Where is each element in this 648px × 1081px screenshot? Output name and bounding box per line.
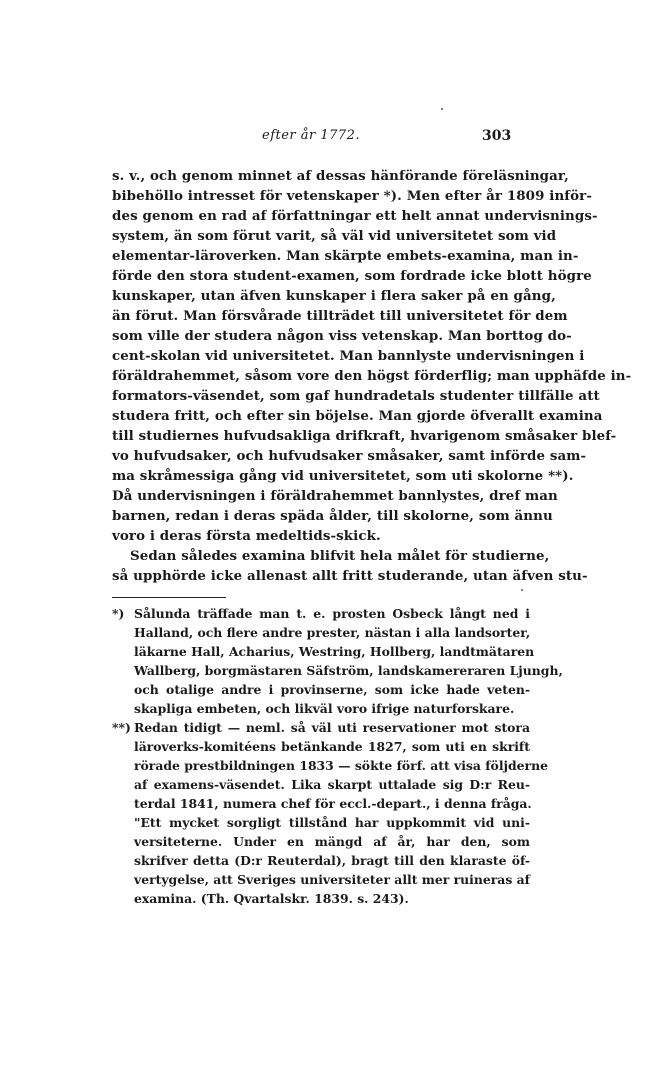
body-line: formators-väsendet, som gaf hundradetals studenter tillfälle att — [112, 388, 600, 404]
body-text — [112, 166, 632, 586]
page-header — [0, 128, 648, 148]
body-line: studera fritt, och efter sin böjelse. Man gjorde öfverallt examina — [112, 408, 603, 424]
footnote-2-line: af examens-väsendet. Lika skarpt uttalade sig D:r Reu- — [134, 777, 530, 792]
body-line: ma skråmessiga gång vid universitetet, som uti skolorne **). — [112, 468, 574, 484]
footnote-1-line: skapliga embeten, och likväl voro ifrige naturforskare. — [134, 701, 515, 716]
footnote-2-line: examina. (Th. Qvartalskr. 1839. s. 243). — [134, 891, 409, 906]
footnote-2-line: skrifver detta (D:r Reuterdal), bragt till den klaraste öf- — [134, 853, 530, 868]
body-line: föräldrahemmet, såsom vore den högst förderflig; man upphäfde in- — [112, 368, 632, 384]
body-line: bibehöllo intresset för vetenskaper *). Men efter år 1809 inför- — [112, 188, 592, 204]
body-line: voro i deras första medeltids-skick. — [112, 528, 381, 544]
footnote-2-line: vertygelse, att Sveriges universiteter allt mer ruineras af — [134, 872, 530, 887]
footnotes — [112, 604, 563, 908]
body-line: kunskaper, utan äfven kunskaper i flera saker på en gång, — [112, 288, 556, 304]
body-line: elementar-läroverken. Man skärpte embets-examina, man in- — [112, 248, 579, 264]
footnote-1-line: Halland, och flere andre prester, nästan i alla landsorter, — [134, 625, 531, 640]
body-line: des genom en rad af författningar ett helt annat undervisnings- — [112, 208, 598, 224]
footnote-marker: **) — [112, 720, 131, 735]
footnote-text: Redan tidigt — neml. så väl uti reservationer mot stora — [134, 720, 530, 735]
footnote-rule — [112, 597, 226, 598]
body-line: än förut. Man försvårade tillträdet till universitetet för dem — [112, 308, 568, 324]
footnote-2-line — [112, 718, 530, 737]
body-line: barnen, redan i deras späda ålder, till skolorne, som ännu — [112, 508, 553, 524]
body-line: cent-skolan vid universitetet. Man bannlyste undervisningen i — [112, 348, 585, 364]
body-line: som ville der studera någon viss vetenskap. Man borttog do- — [112, 328, 572, 344]
body-line: Sedan således examina blifvit hela målet för studierne, — [130, 548, 550, 564]
body-line: s. v., och genom minnet af dessas hänförande föreläsningar, — [112, 168, 569, 184]
footnote-2-line: terdal 1841, numera chef för eccl.-depart., i denna fråga. — [134, 796, 532, 811]
footnote-2-line: rörade prestbildningen 1833 — sökte förf. att visa följderne — [134, 758, 548, 773]
footnote-1-line: läkarne Hall, Acharius, Westring, Hollberg, landtmätaren — [134, 644, 535, 659]
body-line: förde den stora student-examen, som fordrade icke blott högre — [112, 268, 592, 284]
footnote-text: Sålunda träffade man t. e. prosten Osbeck långt ned i — [134, 606, 530, 621]
footnote-1-line: och otalige andre i provinserne, som icke hade veten- — [134, 682, 530, 697]
body-line: system, än som förut varit, så väl vid universitetet som vid — [112, 228, 557, 244]
ink-speck — [521, 589, 523, 591]
body-line: vo hufvudsaker, och hufvudsaker småsaker, samt införde sam- — [112, 448, 587, 464]
footnote-1-line: Wallberg, borgmästaren Säfström, landskamereraren Ljungh, — [134, 663, 563, 678]
page-number: 303 — [482, 128, 512, 144]
footnote-marker: *) — [112, 606, 125, 621]
running-title: efter år 1772. — [262, 128, 361, 143]
footnote-2-line: "Ett mycket sorgligt tillstånd har uppkommit vid uni- — [134, 815, 530, 830]
footnote-1-line — [112, 604, 530, 623]
footnote-2-line: läroverks-komitéens betänkande 1827, som uti en skrift — [134, 739, 530, 754]
body-line: Då undervisningen i föräldrahemmet bannlystes, dref man — [112, 488, 558, 504]
body-line: till studiernes hufvudsakliga drifkraft, hvarigenom småsaker blef- — [112, 428, 617, 444]
body-line: så upphörde icke allenast allt fritt studerande, utan äfven stu- — [112, 568, 588, 584]
ink-speck — [441, 108, 443, 110]
footnote-2-line: versiteterne. Under en mängd af år, har den, som — [134, 834, 530, 849]
